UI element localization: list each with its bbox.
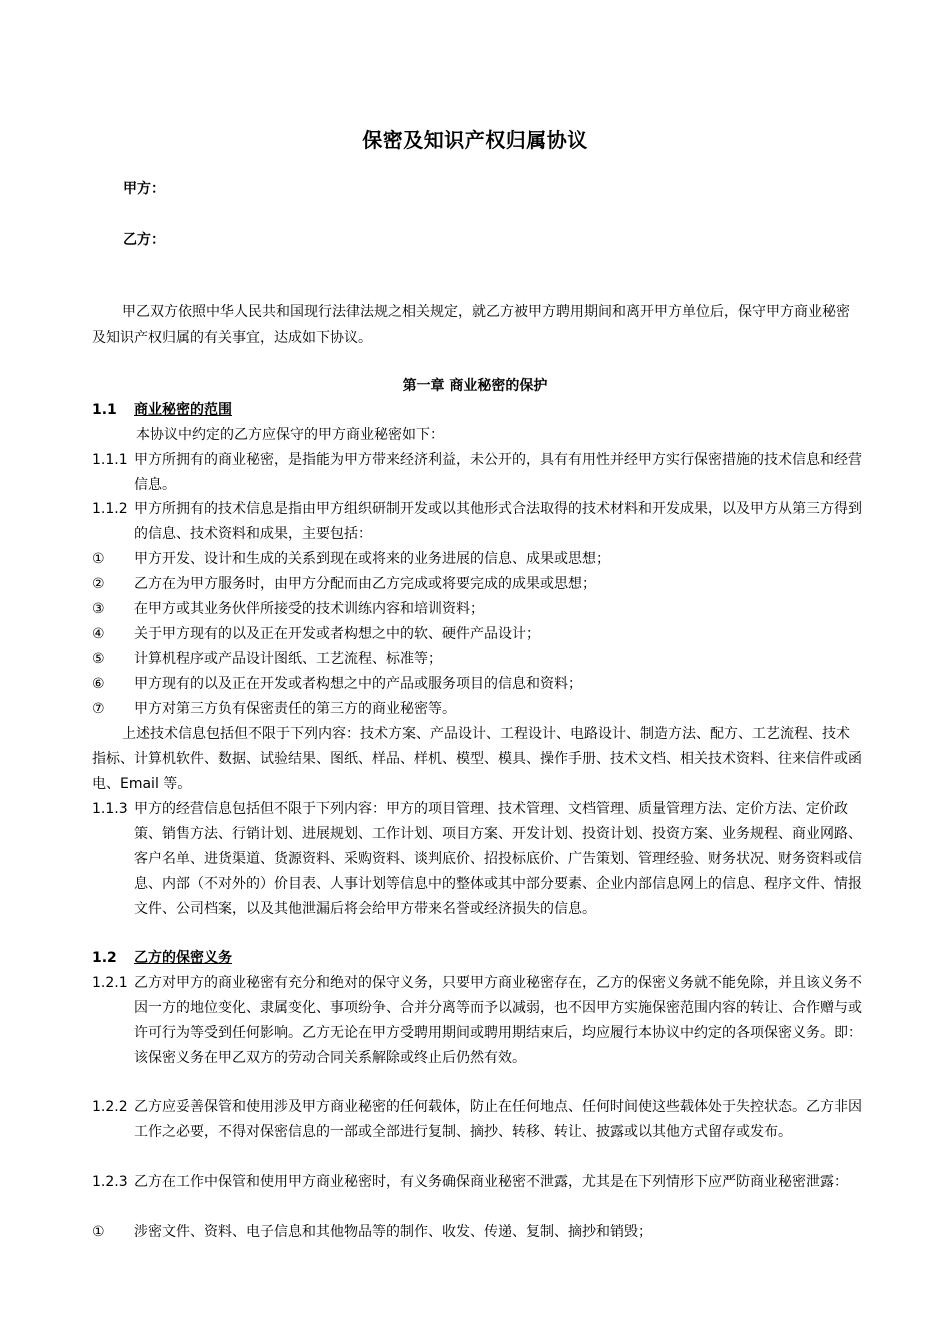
clause-1-1-3 [92, 797, 867, 922]
list-item [92, 572, 867, 597]
list-item [92, 672, 867, 697]
tech-scope-paragraph: 上述技术信息包括但不限于下列内容：技术方案、产品设计、工程设计、电路设计、制造方法、配方、工艺流程、技术指标、计算机软件、数据、试验结果、图纸、样品、样机、模型、模具、操作手册、技术文档、相关技术资料、往来信件或函电、Email 等。 [92, 726, 862, 792]
list-item-text: 甲方对第三方负有保密责任的第三方的商业秘密等。 [134, 701, 456, 717]
section-title: 乙方的保密义务 [134, 950, 232, 966]
list-marker: ⑦ [92, 701, 105, 717]
chapter-heading: 第一章 商业秘密的保护 [402, 378, 548, 394]
clause-text: 乙方对甲方的商业秘密有充分和绝对的保守义务，只要甲方商业秘密存在，乙方的保密义务就不能免除，并且该义务不因一方的地位变化、隶属变化、事项纷争、合并分离等而予以减弱，也不因甲方实施保密范围内容的转让、合作赠与或许可行为等受到任何影响。乙方无论在甲方受聘用期间或聘用期结束后，均应履行本协议中约定的各项保密义务。即：该保密义务在甲乙双方的劳动合同关系解除或终止后仍然有效。 [134, 975, 862, 1066]
list-marker: ③ [92, 601, 105, 617]
list-item-text: 甲方开发、设计和生成的关系到现在或将来的业务进展的信息、成果或思想； [134, 551, 610, 567]
list-item [92, 697, 867, 722]
list-item-text: 计算机程序或产品设计图纸、工艺流程、标准等； [134, 651, 442, 667]
list-item [92, 597, 867, 622]
party-b-label: 乙方： [123, 232, 165, 248]
section-intro: 本协议中约定的乙方应保守的甲方商业秘密如下： [136, 427, 444, 443]
list-marker: ② [92, 576, 105, 592]
list-item [92, 622, 867, 647]
list-marker: ⑥ [92, 676, 105, 692]
list-marker: ④ [92, 626, 105, 642]
intro-paragraph: 甲乙双方依照中华人民共和国现行法律法规之相关规定，就乙方被甲方聘用期间和离开甲方单位后，保守甲方商业秘密及知识产权归属的有关事宜，达成如下协议。 [92, 304, 850, 346]
list-item-text: 涉密文件、资料、电子信息和其他物品等的制作、收发、传递、复制、摘抄和销毁； [134, 1224, 652, 1240]
clause-text: 甲方所拥有的商业秘密，是指能为甲方带来经济利益，未公开的，具有有用性并经甲方实行保密措施的技术信息和经营信息。 [134, 452, 862, 493]
list-item-text: 在甲方或其业务伙伴所接受的技术训练内容和培训资料； [134, 601, 484, 617]
list-marker: ⑤ [92, 651, 105, 667]
clause-text: 甲方的经营信息包括但不限于下列内容：甲方的项目管理、技术管理、文档管理、质量管理方法、定价方法、定价政策、销售方法、行销计划、进展规划、工作计划、项目方案、开发计划、投资计划、投资方案、业务规程、商业网路、客户名单、进货渠道、货源资料、采购资料、谈判底价、招投标底价、广告策划、管理经验、财务状况、财务资料或信息、内部（不对外的）价目表、人事计划等信息中的整体或其中部分要素、企业内部信息网上的信息、程序文件、情报文件、公司档案，以及其他泄漏后将会给甲方带来名誉或经济损失的信息。 [134, 801, 862, 917]
clause-text: 乙方在工作中保管和使用甲方商业秘密时，有义务确保商业秘密不泄露，尤其是在下列情形下应严防商业秘密泄露： [134, 1174, 848, 1190]
section-heading [92, 398, 867, 423]
clause-number: 1.2.3 [92, 1174, 128, 1190]
list-item-text: 甲方现有的以及正在开发或者构想之中的产品或服务项目的信息和资料； [134, 676, 582, 692]
list-item-text: 乙方在为甲方服务时，由甲方分配而由乙方完成或将要完成的成果或思想； [134, 576, 596, 592]
list-item [92, 1220, 867, 1245]
clause-1-1-1 [92, 448, 867, 498]
clause-number: 1.2.2 [92, 1099, 128, 1115]
list-marker: ① [92, 1224, 105, 1240]
clause-number: 1.1.1 [92, 452, 128, 468]
section-heading [92, 946, 867, 971]
clause-number: 1.2.1 [92, 975, 128, 991]
list-item [92, 647, 867, 672]
section-number: 1.1 [92, 402, 117, 418]
clause-1-2-1 [92, 971, 867, 1071]
clause-number: 1.1.3 [92, 801, 128, 817]
party-a-label: 甲方： [123, 181, 165, 197]
clause-text: 乙方应妥善保管和使用涉及甲方商业秘密的任何载体，防止在任何地点、任何时间使这些载体处于失控状态。乙方非因工作之必要，不得对保密信息的一部或全部进行复制、摘抄、转移、转让、披露或以其他方式留存或发布。 [134, 1099, 862, 1140]
list-item [92, 547, 867, 572]
list-marker: ① [92, 551, 105, 567]
section-title: 商业秘密的范围 [134, 402, 232, 418]
clause-number: 1.1.2 [92, 501, 128, 517]
clause-1-1-2 [92, 497, 867, 547]
clause-1-2-2 [92, 1095, 867, 1145]
list-item-text: 关于甲方现有的以及正在开发或者构想之中的软、硬件产品设计； [134, 626, 540, 642]
clause-text: 甲方所拥有的技术信息是指由甲方组织研制开发或以其他形式合法取得的技术材料和开发成果，以及甲方从第三方得到的信息、技术资料和成果，主要包括： [134, 501, 862, 542]
document-title: 保密及知识产权归属协议 [362, 128, 588, 152]
clause-1-2-3 [92, 1170, 867, 1195]
section-number: 1.2 [92, 950, 117, 966]
